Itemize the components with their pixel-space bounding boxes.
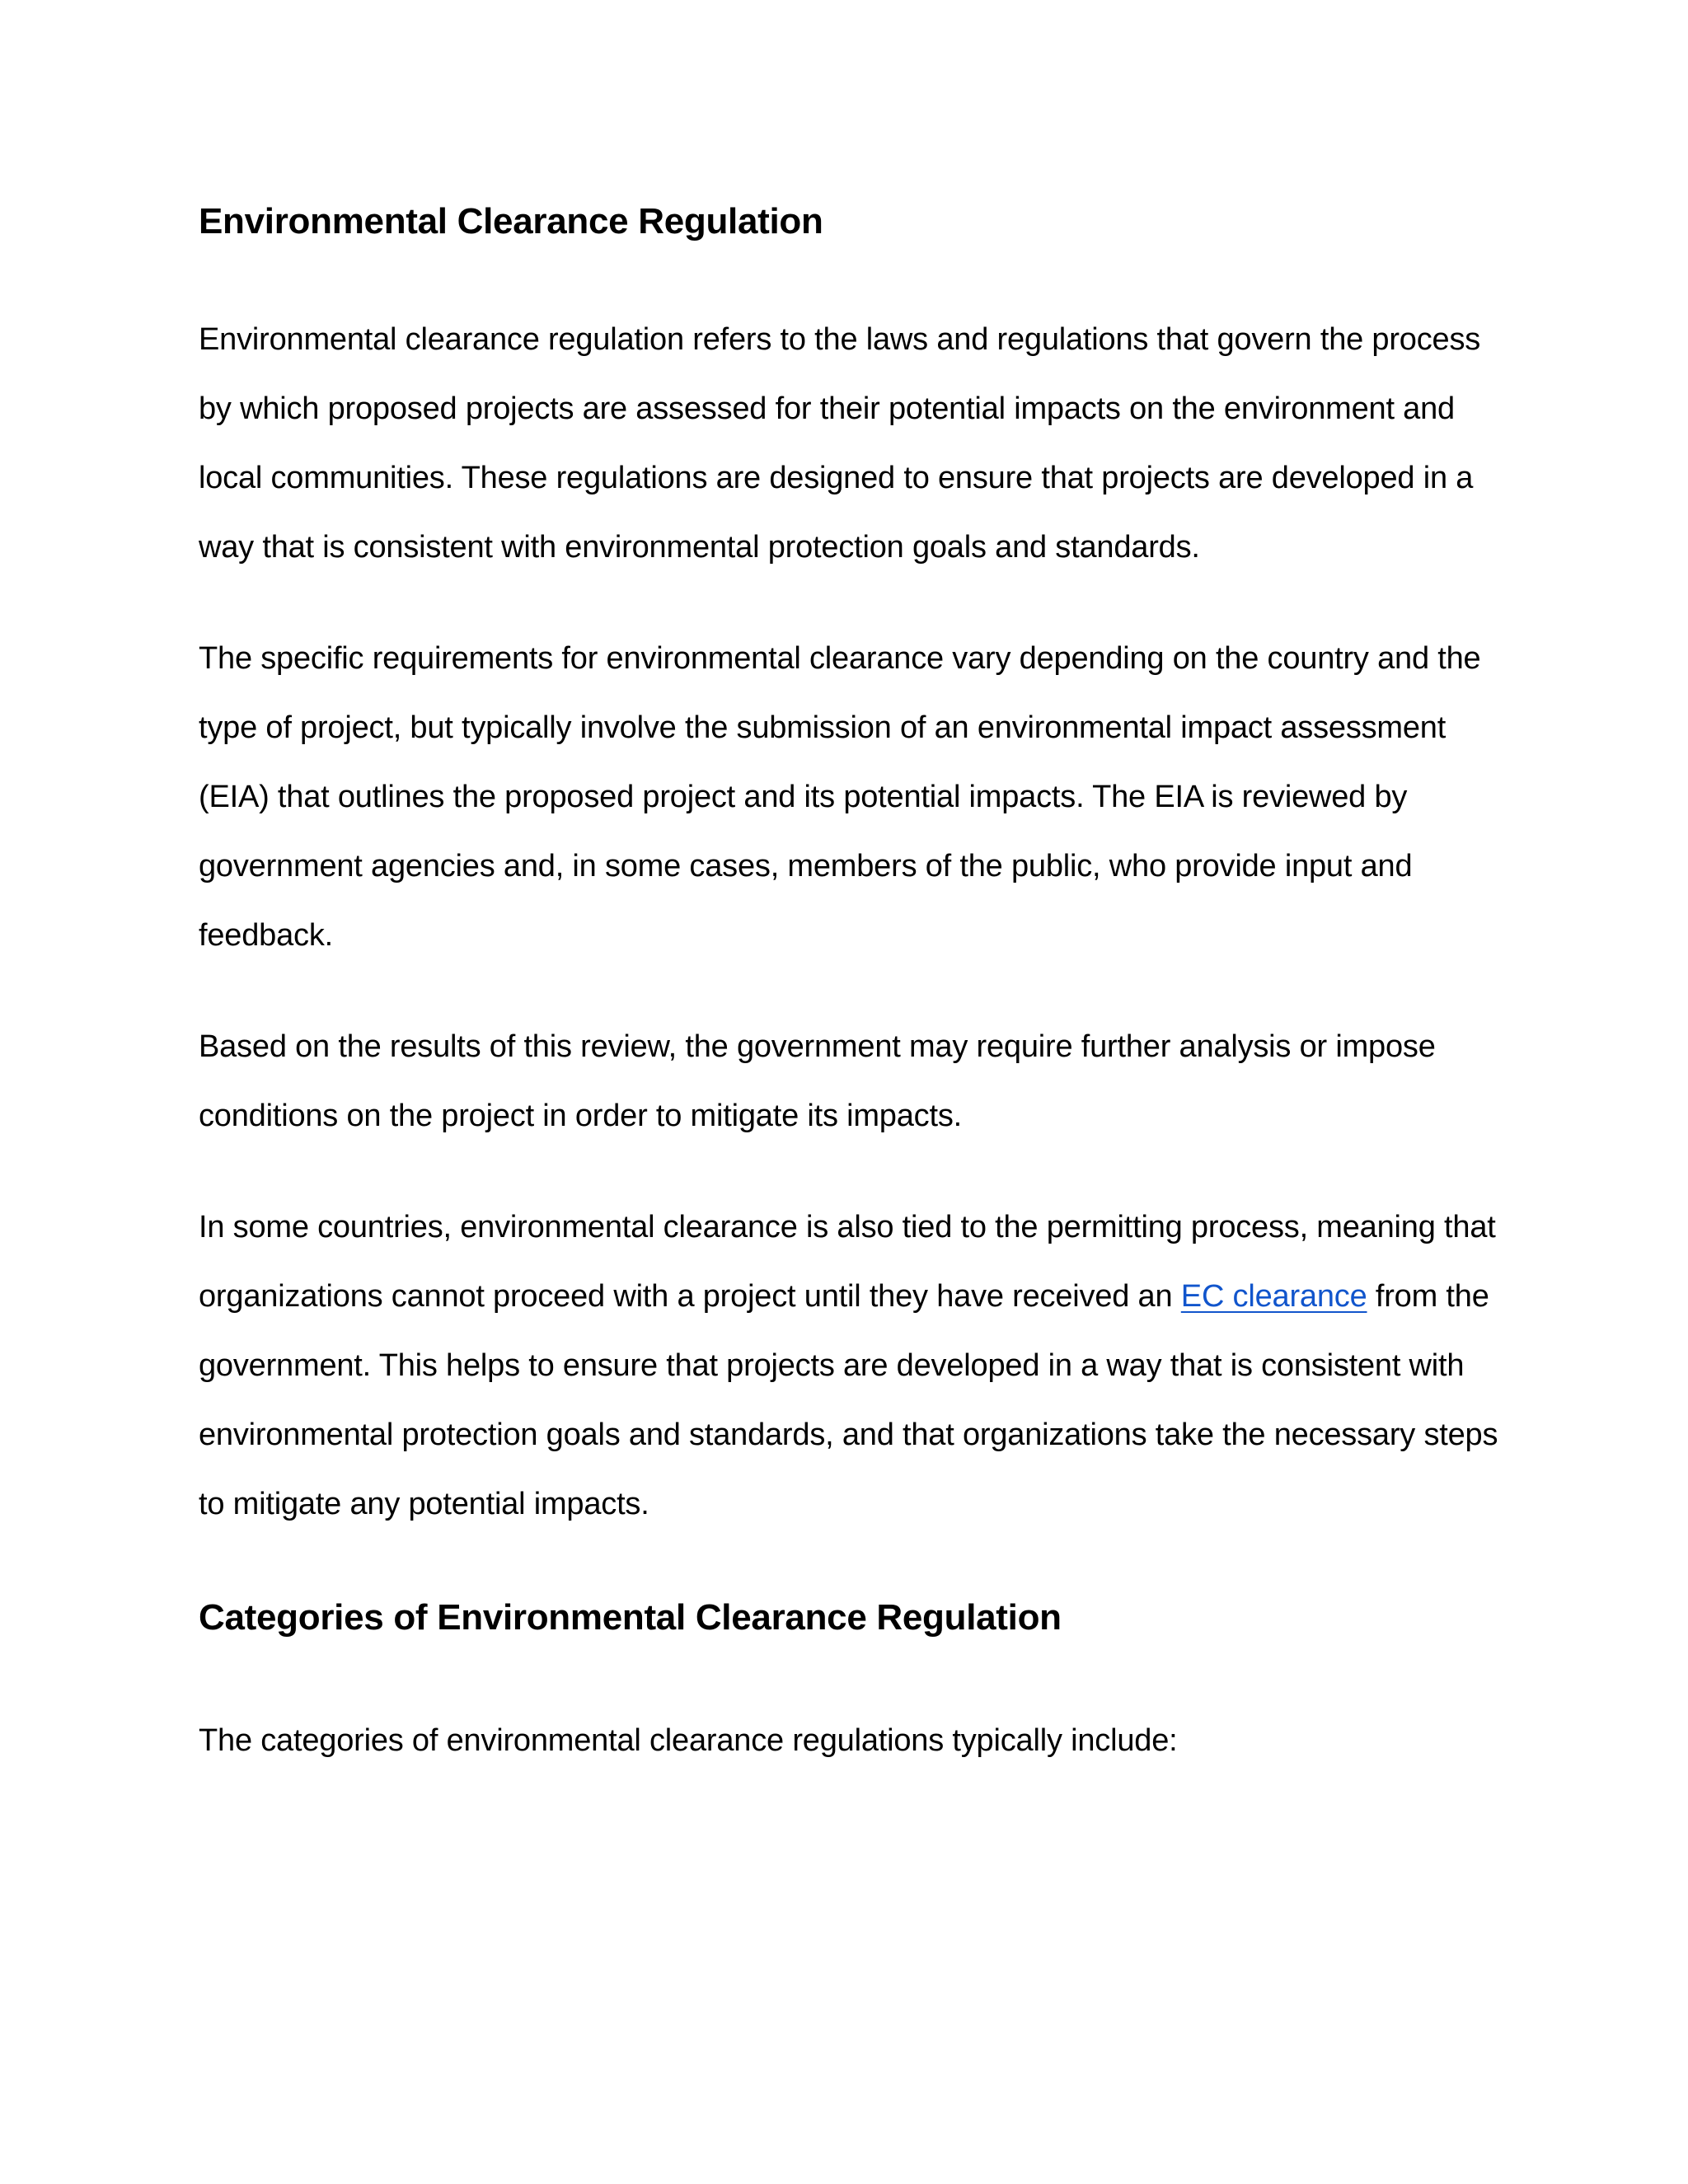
paragraph-review-results: Based on the results of this review, the government may require further analysis or impose conditions on the project in order to mitigate its impacts. bbox=[199, 1029, 1436, 1133]
permitting-text-before-link: In some countries, environmental clearance is also tied to the permitting process, meaning that organizations cannot proceed with a project until they have received an bbox=[199, 1209, 1496, 1314]
paragraph-definition: Environmental clearance regulation refers to the laws and regulations that govern the process by which proposed projects are assessed for their potential impacts on the environment and local communities. These regulations are designed to ensure that projects are developed in a way that is consistent with environmental protection goals and standards. bbox=[199, 321, 1481, 565]
permitting-text-after-link: from the government. This helps to ensure that projects are developed in a way that is consistent with environmental protection goals and standards, and that organizations take the necessary steps to mitigate any potential impacts. bbox=[199, 1278, 1498, 1521]
paragraph-requirements: The specific requirements for environmental clearance vary depending on the country and the type of project, but typically involve the submission of an environmental impact assessment (EIA) that outlines the proposed project and its potential impacts. The EIA is reviewed by government agencies and, in some cases, members of the public, who provide input and feedback. bbox=[199, 640, 1481, 953]
heading-categories: Categories of Environmental Clearance Regulation bbox=[199, 1596, 1062, 1638]
ec-clearance-link[interactable]: EC clearance bbox=[1180, 1278, 1367, 1314]
heading-environmental-clearance: Environmental Clearance Regulation bbox=[199, 201, 823, 241]
paragraph-permitting bbox=[199, 1193, 1501, 1539]
document-body bbox=[199, 177, 1501, 1775]
paragraph-categories-intro: The categories of environmental clearance regulations typically include: bbox=[199, 1722, 1178, 1758]
